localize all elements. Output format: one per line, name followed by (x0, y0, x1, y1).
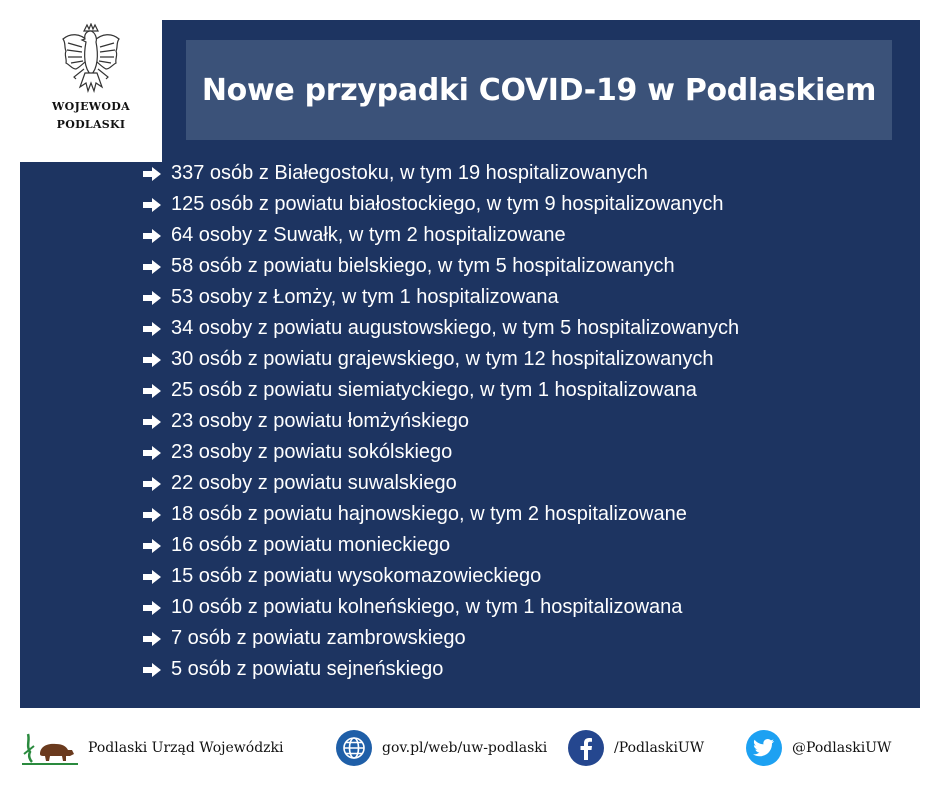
title-banner (186, 40, 892, 140)
website-link[interactable]: gov.pl/web/uw-podlaski (382, 740, 548, 756)
logo-line-1: WOJEWODA (52, 100, 130, 113)
case-text: 64 osoby z Suwałk, w tym 2 hospitalizowane (171, 224, 566, 246)
logo-line-2: PODLASKI (56, 118, 126, 131)
case-text: 30 osób z powiatu grajewskiego, w tym 12 hospitalizowanych (171, 348, 714, 370)
case-list-item (142, 375, 739, 406)
case-list-item (142, 592, 739, 623)
case-list-item (142, 623, 739, 654)
case-text: 53 osoby z Łomży, w tym 1 hospitalizowana (171, 286, 559, 308)
arrow-right-icon (142, 600, 162, 616)
facebook-icon (568, 730, 604, 766)
case-list-item (142, 437, 739, 468)
case-list-item (142, 499, 739, 530)
cases-list (142, 158, 739, 685)
footer-facebook[interactable] (568, 718, 704, 778)
arrow-right-icon (142, 321, 162, 337)
case-text: 23 osoby z powiatu sokólskiego (171, 441, 453, 463)
case-list-item (142, 406, 739, 437)
org-name: Podlaski Urząd Wojewódzki (88, 740, 284, 756)
arrow-right-icon (142, 228, 162, 244)
case-text: 16 osób z powiatu monieckiego (171, 534, 451, 556)
case-list-item (142, 344, 739, 375)
case-list-item (142, 313, 739, 344)
case-text: 34 osoby z powiatu augustowskiego, w tym 5 hospitalizowanych (171, 317, 740, 339)
arrow-right-icon (142, 383, 162, 399)
case-text: 10 osób z powiatu kolneńskiego, w tym 1 hospitalizowana (171, 596, 683, 618)
case-text: 5 osób z powiatu sejneńskiego (171, 658, 444, 680)
case-text: 18 osób z powiatu hajnowskiego, w tym 2 hospitalizowane (171, 503, 687, 525)
case-text: 7 osób z powiatu zambrowskiego (171, 627, 466, 649)
globe-icon (336, 730, 372, 766)
case-list-item (142, 654, 739, 685)
arrow-right-icon (142, 166, 162, 182)
arrow-right-icon (142, 662, 162, 678)
wojewoda-logo (20, 20, 162, 162)
main-panel (20, 20, 920, 708)
arrow-right-icon (142, 631, 162, 647)
arrow-right-icon (142, 569, 162, 585)
facebook-handle[interactable]: /PodlaskiUW (614, 740, 705, 756)
case-text: 22 osoby z powiatu suwalskiego (171, 472, 457, 494)
arrow-right-icon (142, 259, 162, 275)
arrow-right-icon (142, 476, 162, 492)
case-text: 58 osób z powiatu bielskiego, w tym 5 hospitalizowanych (171, 255, 675, 277)
case-text: 125 osób z powiatu białostockiego, w tym 9 hospitalizowanych (171, 193, 724, 215)
case-list-item (142, 158, 739, 189)
footer-twitter[interactable] (746, 718, 891, 778)
twitter-icon (746, 730, 782, 766)
case-text: 23 osoby z powiatu łomżyńskiego (171, 410, 469, 432)
case-list-item (142, 251, 739, 282)
bison-logo-icon (20, 728, 80, 768)
arrow-right-icon (142, 197, 162, 213)
case-list-item (142, 468, 739, 499)
footer-org (20, 718, 284, 778)
eagle-emblem-icon (60, 23, 122, 97)
footer (0, 718, 940, 778)
arrow-right-icon (142, 507, 162, 523)
arrow-right-icon (142, 445, 162, 461)
case-list-item (142, 282, 739, 313)
case-list-item (142, 561, 739, 592)
case-text: 15 osób z powiatu wysokomazowieckiego (171, 565, 542, 587)
case-list-item (142, 530, 739, 561)
arrow-right-icon (142, 538, 162, 554)
case-text: 25 osób z powiatu siemiatyckiego, w tym 1 hospitalizowana (171, 379, 697, 401)
arrow-right-icon (142, 352, 162, 368)
page-title: Nowe przypadki COVID-19 w Podlaskiem (201, 72, 877, 108)
case-text: 337 osób z Białegostoku, w tym 19 hospitalizowanych (171, 162, 648, 184)
twitter-handle[interactable]: @PodlaskiUW (792, 740, 892, 756)
arrow-right-icon (142, 290, 162, 306)
arrow-right-icon (142, 414, 162, 430)
footer-website[interactable] (336, 718, 547, 778)
case-list-item (142, 189, 739, 220)
case-list-item (142, 220, 739, 251)
